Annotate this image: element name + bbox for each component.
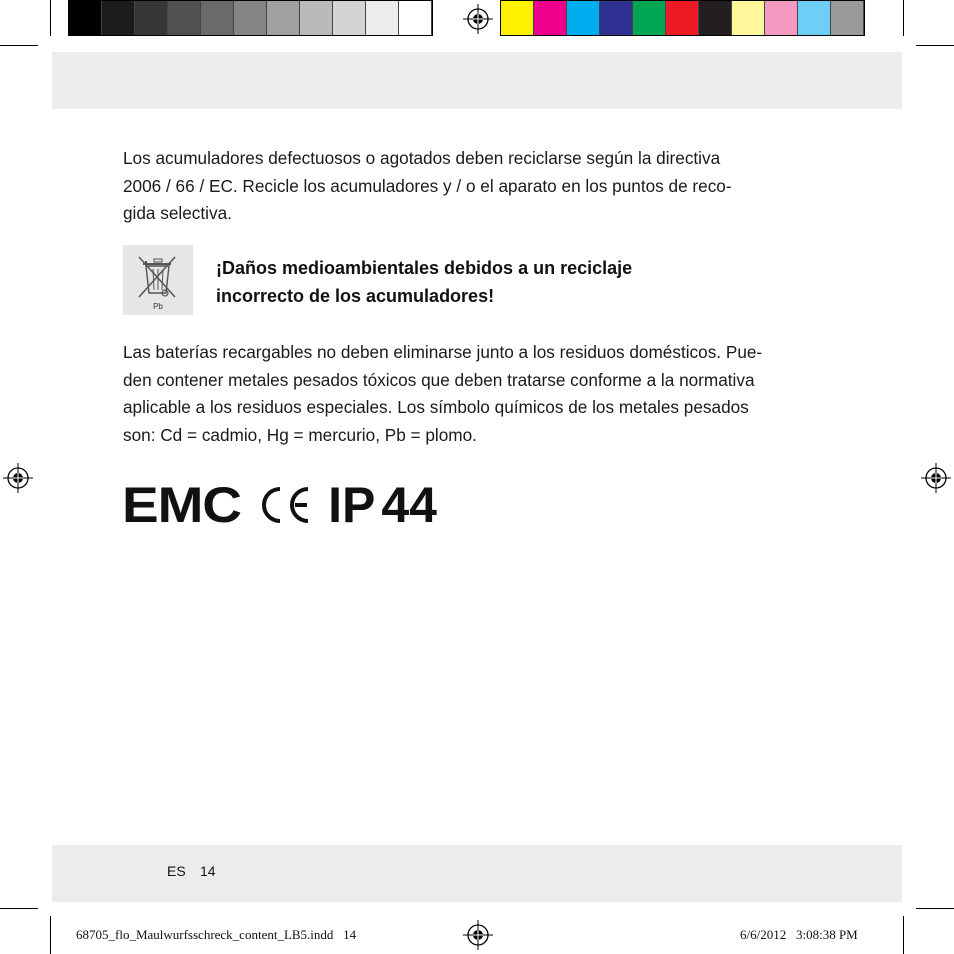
grey-color-bar [68, 0, 433, 36]
crop-mark [0, 45, 38, 46]
color-swatch [501, 1, 534, 35]
color-swatch [732, 1, 765, 35]
certification-marks [122, 477, 437, 533]
ip-rating: 44 [381, 477, 437, 533]
color-swatch [234, 1, 267, 35]
crop-mark [0, 908, 38, 909]
warning-line: ¡Daños medioambientales debidos a un reciclaje [216, 258, 633, 278]
color-swatch [168, 1, 201, 35]
text-line: den contener metales pesados tóxicos que deben tratarse conforme a la normativa [123, 369, 755, 390]
color-swatch [633, 1, 666, 35]
ce-mark-icon [258, 485, 314, 525]
color-swatch [534, 1, 567, 35]
color-swatch [399, 1, 432, 35]
language-code: ES [167, 863, 186, 879]
text-line: Los acumuladores defectuosos o agotados deben reciclarse según la directiva [123, 148, 721, 168]
color-swatch [567, 1, 600, 35]
color-swatch [201, 1, 234, 35]
registration-mark-icon [463, 4, 493, 34]
color-swatch [102, 1, 135, 35]
color-swatch [765, 1, 798, 35]
ip-mark: IP [328, 477, 376, 533]
crop-mark [903, 916, 904, 954]
crop-mark [903, 0, 904, 36]
icon-label: Pb [153, 302, 163, 311]
crossed-bin-icon [123, 245, 193, 315]
color-swatch [600, 1, 633, 35]
recycling-paragraph [123, 145, 835, 228]
warning-title [216, 254, 836, 310]
color-swatch [135, 1, 168, 35]
registration-mark-icon [3, 463, 33, 493]
process-color-bar [500, 0, 865, 36]
color-swatch [366, 1, 399, 35]
date-slug: 6/6/2012 3:08:38 PM [740, 927, 858, 942]
header-band [52, 52, 902, 109]
crop-mark [50, 916, 51, 954]
crop-mark [916, 908, 954, 909]
color-swatch [69, 1, 102, 35]
body-paragraph [123, 339, 835, 449]
registration-mark-icon [463, 920, 493, 950]
emc-mark: EMC [122, 477, 241, 533]
text-line: Las baterías recargables no deben eliminarse junto a los residuos domésticos. Pue- [123, 342, 763, 362]
text-line: gida selectiva. [123, 203, 232, 223]
crop-mark [916, 45, 954, 46]
text-line: aplicable a los residuos especiales. Los símbolo químicos de los metales pesados [123, 397, 749, 417]
color-swatch [666, 1, 699, 35]
color-swatch [699, 1, 732, 35]
warning-line: incorrecto de los acumuladores! [216, 286, 495, 306]
crop-mark [50, 0, 51, 36]
color-swatch [831, 1, 864, 35]
color-swatch [267, 1, 300, 35]
color-swatch [798, 1, 831, 35]
file-slug: 68705_flo_Maulwurfsschreck_content_LB5.indd 14 [76, 927, 357, 942]
color-swatch [300, 1, 333, 35]
page-number: 14 [200, 863, 216, 879]
color-swatch [333, 1, 366, 35]
text-line: 2006 / 66 / EC. Recicle los acumuladores y / o el aparato en los puntos de reco- [123, 175, 732, 196]
registration-mark-icon [921, 463, 951, 493]
text-line: son: Cd = cadmio, Hg = mercurio, Pb = plomo. [123, 424, 477, 445]
